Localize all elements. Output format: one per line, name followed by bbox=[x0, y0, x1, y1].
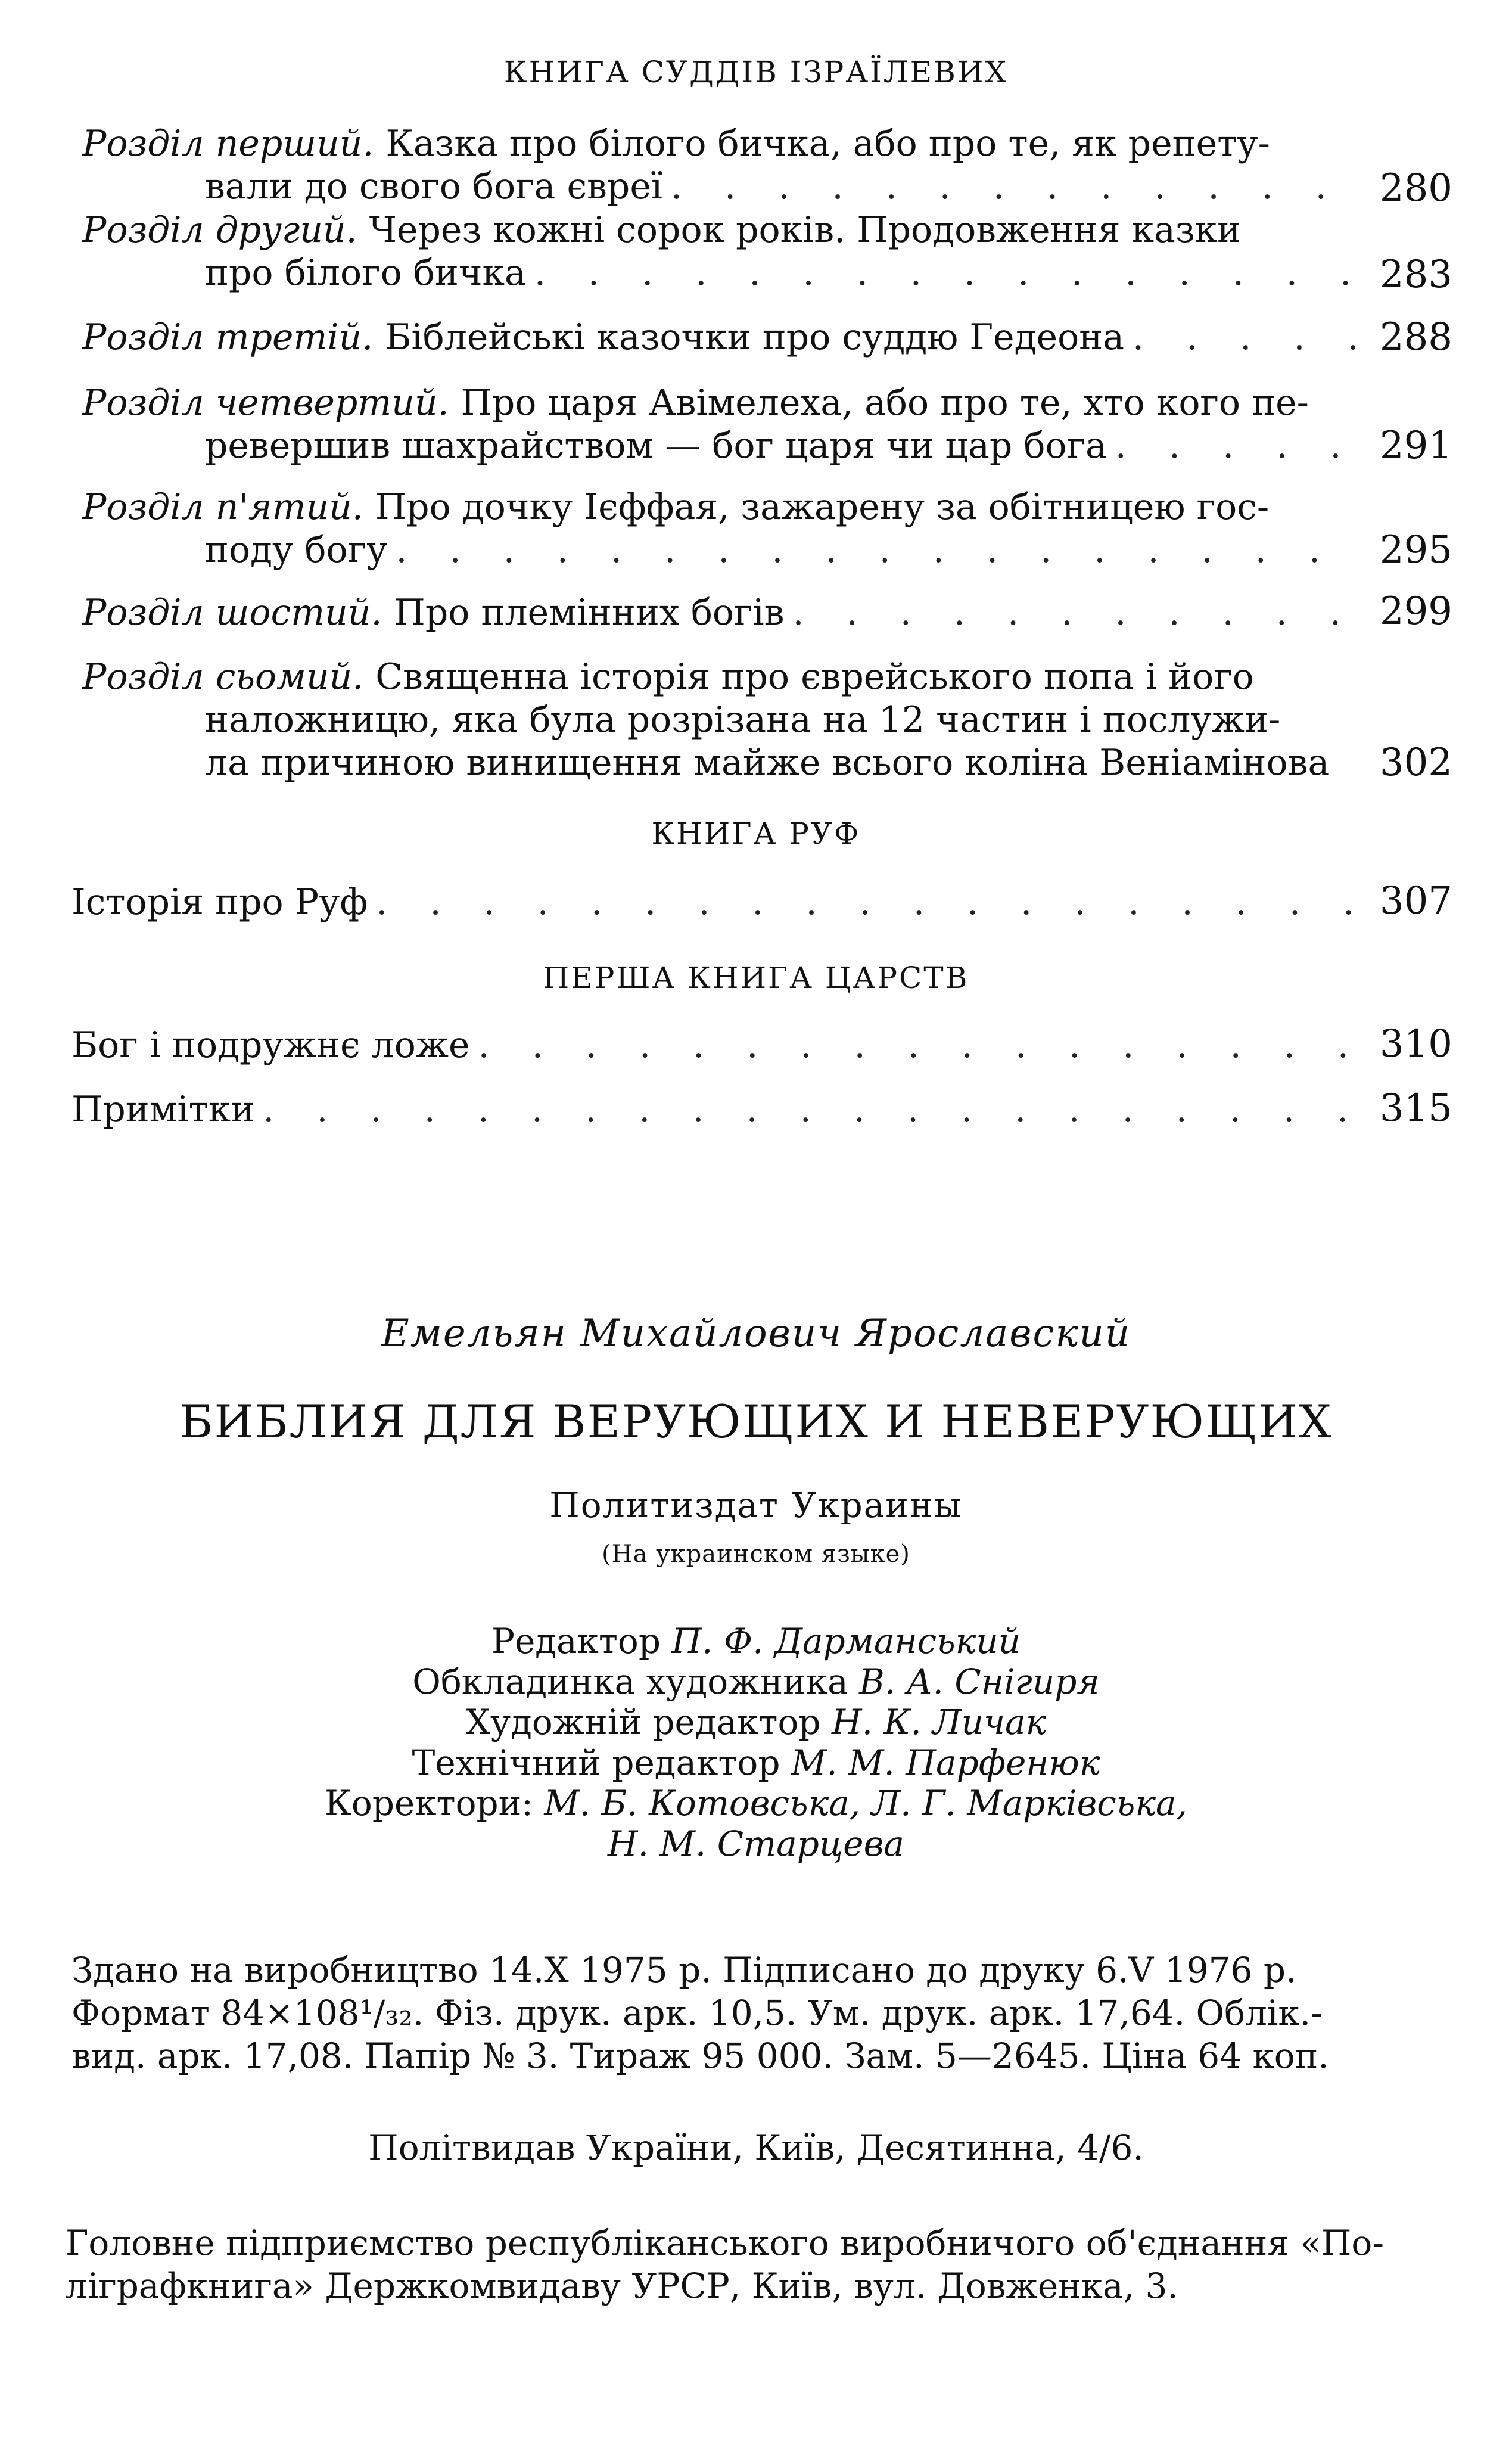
chapter-label: Розділ п'ятий. bbox=[82, 486, 363, 528]
toc-entry-line[interactable] bbox=[205, 741, 1329, 784]
page-number: 283 bbox=[1379, 253, 1452, 297]
section-heading: ПЕРША КНИГА ЦАРСТВ bbox=[543, 961, 969, 995]
publisher-address: Політвидав України, Київ, Десятинна, 4/6. bbox=[368, 2127, 1144, 2168]
chapter-title: Історія про Руф bbox=[71, 881, 368, 923]
chapter-label: Розділ сьомий. bbox=[82, 656, 364, 698]
credit-line bbox=[0, 1702, 1512, 1742]
chapter-title: Через кожні сорок років. Продовження казки bbox=[369, 209, 1242, 251]
chapter-label: Розділ третій. bbox=[82, 316, 374, 358]
toc-entry-line[interactable] bbox=[205, 529, 1367, 571]
toc-entry-line[interactable] bbox=[205, 698, 1280, 741]
leader-dots bbox=[792, 591, 1358, 634]
toc-entry-line[interactable] bbox=[205, 165, 1367, 208]
toc-entry-line[interactable] bbox=[82, 486, 1269, 529]
credit-names: В. А. Снігиря bbox=[859, 1661, 1100, 1702]
page-number: 291 bbox=[1379, 424, 1452, 468]
language-note: (На украинском языке) bbox=[602, 1540, 910, 1568]
leader-dots bbox=[1115, 424, 1358, 467]
toc-entry-line[interactable] bbox=[82, 316, 1367, 359]
leader-dots bbox=[534, 251, 1358, 294]
credit-names-cont: Н. М. Старцева bbox=[608, 1823, 904, 1864]
chapter-label: Розділ шостий. bbox=[82, 592, 382, 633]
toc-entry-line[interactable] bbox=[82, 655, 1254, 698]
chapter-title-cont: поду богу bbox=[205, 529, 388, 571]
credit-line bbox=[0, 1661, 1512, 1702]
print-details-line: вид. арк. 17,08. Папір № 3. Тираж 95 000. Зам. 5—2645. Ціна 64 коп. bbox=[71, 2036, 1329, 2076]
chapter-label: Розділ другий. bbox=[82, 209, 357, 251]
print-details-line: Формат 84×108¹/₃₂. Фіз. друк. арк. 10,5. Ум. друк. арк. 17,64. Облік.- bbox=[71, 1993, 1323, 2033]
credit-names: М. М. Парфенюк bbox=[791, 1742, 1100, 1783]
leader-dots bbox=[478, 1024, 1358, 1067]
printer-line: ліграфкнига» Держкомвидаву УРСР, Київ, вул. Довженка, 3. bbox=[66, 2266, 1178, 2306]
credit-line bbox=[0, 1621, 1512, 1661]
toc-entry-line[interactable] bbox=[82, 122, 1270, 165]
credit-role: Обкладинка художника bbox=[412, 1661, 848, 1702]
chapter-title-cont: наложницю, яка була розрізана на 12 частин і послужи- bbox=[205, 699, 1281, 741]
page-number: 288 bbox=[1379, 315, 1452, 359]
toc-entry-line[interactable] bbox=[205, 251, 1367, 294]
toc-entry-line[interactable] bbox=[205, 424, 1367, 467]
leader-dots bbox=[263, 1088, 1358, 1131]
chapter-title: Бог і подружнє ложе bbox=[71, 1024, 470, 1066]
section-heading: КНИГА СУДДІВ ІЗРАЇЛЕВИХ bbox=[503, 55, 1009, 89]
leader-dots bbox=[671, 165, 1358, 208]
print-details-line: Здано на виробництво 14.X 1975 р. Підписано до друку 6.V 1976 р. bbox=[71, 1950, 1297, 1990]
credit-role: Коректори: bbox=[325, 1783, 533, 1823]
leader-dots bbox=[376, 881, 1358, 924]
chapter-title: Священна історія про єврейського попа і його bbox=[375, 656, 1254, 698]
page-number: 280 bbox=[1379, 166, 1452, 210]
chapter-title: Про дочку Ієффая, зажарену за обітницею гос- bbox=[375, 486, 1270, 528]
leader-dots bbox=[396, 529, 1358, 571]
toc-entry-line[interactable] bbox=[71, 1024, 1367, 1067]
toc-entry-line[interactable] bbox=[71, 1088, 1367, 1131]
toc-entry-line[interactable] bbox=[71, 881, 1367, 924]
chapter-title: Про племінних богів bbox=[394, 592, 785, 633]
toc-entry-line[interactable] bbox=[82, 381, 1309, 424]
author-name: Емельян Михайлович Ярославский bbox=[381, 1312, 1131, 1356]
leader-dots bbox=[1133, 316, 1358, 359]
credit-role: Художній редактор bbox=[465, 1702, 821, 1742]
credit-names: М. Б. Котовська, Л. Г. Марківська, bbox=[544, 1783, 1187, 1823]
chapter-title-cont: ла причиною винищення майже всього коліна Веніамінова bbox=[205, 742, 1330, 784]
credit-names: П. Ф. Дарманський bbox=[671, 1621, 1021, 1661]
page-number: 310 bbox=[1379, 1022, 1452, 1066]
page-number: 302 bbox=[1379, 741, 1452, 785]
publisher-name: Политиздат Украины bbox=[549, 1485, 963, 1526]
printer-line: Головне підприємство республіканського виробничого об'єднання «По- bbox=[66, 2223, 1384, 2263]
chapter-title: Біблейські казочки про суддю Гедеона bbox=[385, 316, 1124, 358]
chapter-title: Примітки bbox=[71, 1089, 255, 1130]
chapter-title: Про царя Авімелеха, або про те, хто кого пе- bbox=[461, 382, 1309, 424]
credit-role: Редактор bbox=[491, 1621, 661, 1661]
chapter-label: Розділ четвертий. bbox=[82, 382, 449, 424]
chapter-title-cont: вали до свого бога євреї bbox=[205, 166, 663, 207]
chapter-title-cont: ревершив шахрайством — бог царя чи цар бога bbox=[205, 425, 1107, 467]
credit-line bbox=[0, 1783, 1512, 1823]
toc-entry-line[interactable] bbox=[82, 591, 1367, 634]
page-number: 295 bbox=[1379, 528, 1452, 572]
credit-line bbox=[0, 1742, 1512, 1783]
page-number: 315 bbox=[1379, 1086, 1452, 1130]
credit-names: Н. К. Личак bbox=[832, 1702, 1047, 1742]
section-heading: КНИГА РУФ bbox=[651, 816, 861, 851]
toc-entry-line[interactable] bbox=[82, 209, 1241, 251]
chapter-label: Розділ перший. bbox=[82, 123, 374, 164]
credit-role: Технічний редактор bbox=[412, 1742, 780, 1783]
book-title: БИБЛИЯ ДЛЯ ВЕРУЮЩИХ И НЕВЕРУЮЩИХ bbox=[179, 1395, 1333, 1448]
chapter-title-cont: про білого бичка bbox=[205, 252, 526, 294]
chapter-title: Казка про білого бичка, або про те, як репету- bbox=[385, 123, 1270, 164]
page-number: 307 bbox=[1379, 879, 1452, 923]
page-number: 299 bbox=[1379, 589, 1452, 633]
